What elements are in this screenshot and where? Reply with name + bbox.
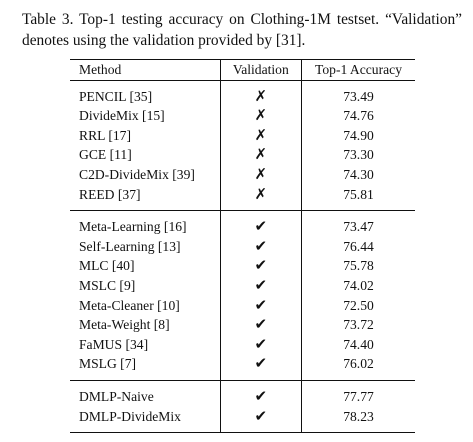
cell-validation xyxy=(220,165,301,185)
table-row xyxy=(70,296,415,316)
cell-method: REED [37] xyxy=(70,185,220,205)
cell-validation xyxy=(220,237,301,257)
cell-accuracy: 74.76 xyxy=(343,108,374,124)
cell-validation xyxy=(220,276,301,296)
cell-accuracy: 74.30 xyxy=(343,166,374,182)
cell-method: PENCIL [35] xyxy=(70,87,220,107)
check-mark-icon: ✔ xyxy=(254,354,268,373)
cell-accuracy: 73.47 xyxy=(343,219,374,235)
cell-method: Self-Learning [13] xyxy=(70,237,220,257)
header-row xyxy=(70,60,415,81)
cell-accuracy: 78.23 xyxy=(343,408,374,424)
cell-validation xyxy=(220,185,301,205)
table-body xyxy=(70,80,415,433)
cell-method: DivideMix [15] xyxy=(70,106,220,126)
cell-accuracy: 74.40 xyxy=(343,336,374,352)
check-mark-icon: ✔ xyxy=(254,236,268,255)
table-row xyxy=(70,237,415,257)
cell-method: MLC [40] xyxy=(70,256,220,276)
cell-validation xyxy=(220,354,301,374)
table-row xyxy=(70,165,415,185)
table-row xyxy=(70,145,415,165)
table-row xyxy=(70,354,415,374)
cross-mark-icon: ✗ xyxy=(254,125,268,144)
cell-validation xyxy=(220,145,301,165)
check-mark-icon: ✔ xyxy=(254,386,268,405)
table-row xyxy=(70,335,415,355)
header-method: Method xyxy=(70,60,220,81)
cell-accuracy: 75.78 xyxy=(343,258,374,274)
check-mark-icon: ✔ xyxy=(254,217,268,236)
cell-accuracy: 73.49 xyxy=(343,88,374,104)
cell-method: Meta-Weight [8] xyxy=(70,315,220,335)
cell-method: MSLG [7] xyxy=(70,354,220,374)
table-row xyxy=(70,407,415,427)
table-row xyxy=(70,387,415,407)
cell-validation xyxy=(220,106,301,126)
cell-validation xyxy=(220,217,301,237)
table-row xyxy=(70,315,415,335)
table-row xyxy=(70,256,415,276)
cell-validation xyxy=(220,315,301,335)
cell-validation xyxy=(220,296,301,316)
cell-method: DMLP-Naive xyxy=(70,387,220,407)
cell-accuracy: 73.30 xyxy=(343,147,374,163)
results-table xyxy=(70,59,415,433)
check-mark-icon: ✔ xyxy=(254,406,268,425)
cell-validation xyxy=(220,126,301,146)
cell-accuracy: 76.02 xyxy=(343,356,374,372)
table-row xyxy=(70,276,415,296)
check-mark-icon: ✔ xyxy=(254,256,268,275)
cell-method: Meta-Learning [16] xyxy=(70,217,220,237)
cell-method: DMLP-DivideMix xyxy=(70,407,220,427)
cell-validation xyxy=(220,87,301,107)
cell-validation xyxy=(220,335,301,355)
check-mark-icon: ✔ xyxy=(254,295,268,314)
cell-validation xyxy=(220,407,301,427)
cross-mark-icon: ✗ xyxy=(254,106,268,125)
cross-mark-icon: ✗ xyxy=(254,145,268,164)
table-row xyxy=(70,106,415,126)
table-caption: Table 3. Top-1 testing accuracy on Clothing-1M testset. “Validation” denotes using the validation provided by [31]. xyxy=(22,11,462,49)
table-row xyxy=(70,126,415,146)
cell-accuracy: 76.44 xyxy=(343,238,374,254)
header-accuracy: Top-1 Accuracy xyxy=(302,60,415,81)
table-row xyxy=(70,87,415,107)
check-mark-icon: ✔ xyxy=(254,334,268,353)
header-validation: Validation xyxy=(220,60,301,81)
table-row xyxy=(70,185,415,205)
cell-validation xyxy=(220,256,301,276)
cell-accuracy: 72.50 xyxy=(343,297,374,313)
cell-method: MSLC [9] xyxy=(70,276,220,296)
cell-method: C2D-DivideMix [39] xyxy=(70,165,220,185)
check-mark-icon: ✔ xyxy=(254,275,268,294)
cell-validation xyxy=(220,387,301,407)
cross-mark-icon: ✗ xyxy=(254,164,268,183)
cell-accuracy: 73.72 xyxy=(343,317,374,333)
cell-accuracy: 74.90 xyxy=(343,127,374,143)
table-row xyxy=(70,217,415,237)
cell-method: GCE [11] xyxy=(70,145,220,165)
cross-mark-icon: ✗ xyxy=(254,86,268,105)
cell-method: Meta-Cleaner [10] xyxy=(70,296,220,316)
cell-accuracy: 77.77 xyxy=(343,388,374,404)
cell-method: FaMUS [34] xyxy=(70,335,220,355)
cell-accuracy: 75.81 xyxy=(343,186,374,202)
cross-mark-icon: ✗ xyxy=(254,184,268,203)
bottom-rule xyxy=(70,426,415,433)
cell-method: RRL [17] xyxy=(70,126,220,146)
cell-accuracy: 74.02 xyxy=(343,277,374,293)
check-mark-icon: ✔ xyxy=(254,315,268,334)
